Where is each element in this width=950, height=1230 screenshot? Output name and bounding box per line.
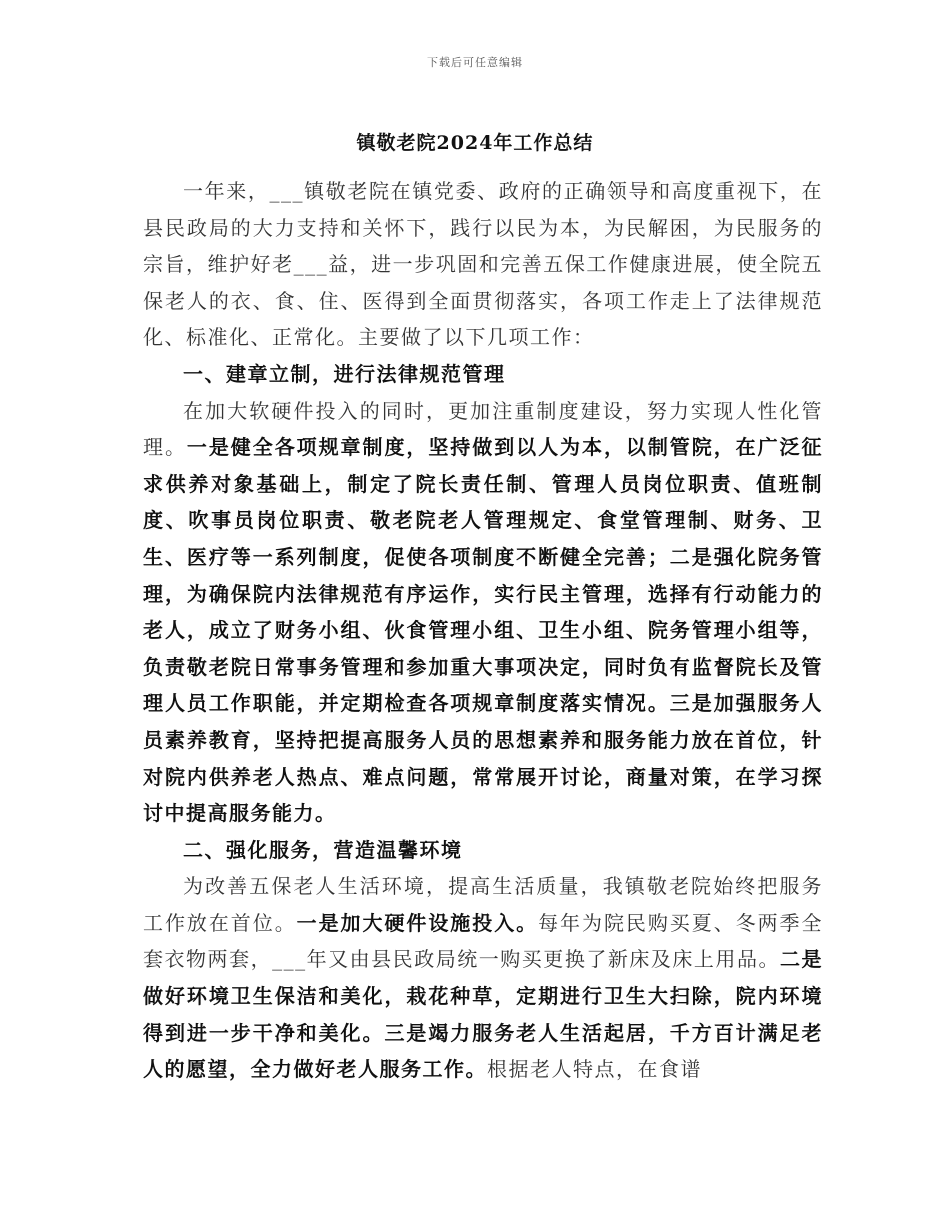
document-body	[143, 173, 823, 1088]
document-title: 镇敬老院2024年工作总结	[356, 132, 594, 154]
section-heading-2	[143, 832, 823, 869]
paragraph-bold-text: 一是健全各项规章制度，坚持做到以人为本，以制管院，在广泛征求供养对象基础上，制定了院长责任制、管理人员岗位职责、值班制度、吹事员岗位职责、敬老院老人管理规定、食堂管理制、财务、卫生、医疗等一系列制度，促使各项制度不断健全完善；二是强化院务管理，为确保院内法律规范有序运作，实行民主管理，选择有行动能力的老人，成立了财务小组、伙食管理小组、卫生小组、院务管理小组等，负责敬老院日常事务管理和参加重大事项决定，同时负有监督院长及管理人员工作职能，并定期检查各项规章制度落实情况。三是加强服务人员素养教育，坚持把提高服务人员的思想素养和服务能力放在首位，针对院内供养老人热点、难点问题，常常展开讨论，商量对策，在学习探讨中提高服务能力。	[143, 435, 824, 826]
section-heading-text: 一、建章立制，进行法律规范管理	[183, 361, 506, 386]
paragraph-bold-text: 一是加大硬件设施投入。	[296, 910, 539, 935]
paragraph-text: 每年为院民购买夏、冬两季全套衣物两套，___年又由县民政局统一购买更换了新床及床上用品。	[143, 910, 824, 972]
paragraph-text: 根据老人特点，在食谱	[487, 1057, 702, 1082]
section-heading-1	[143, 356, 823, 393]
paragraph-text: 为改善五保老人生活环境，提高生活质量，我镇敬老院始终把服务工作放在首位。	[143, 874, 823, 935]
section-heading-text: 二、强化服务，营造温馨环境	[183, 837, 463, 862]
paragraph-text: 一年来，___镇敬老院在镇党委、政府的正确领导和高度重视下，在县民政局的大力支持和关怀下，践行以民为本，为民解困，为民服务的宗旨，维护好老___益，进一步巩固和完善五保工作健康进展，使全院五保老人的衣、食、住、医得到全面贯彻落实，各项工作走上了法律规范化、标准化、正常化。主要做了以下几项工作：	[143, 179, 823, 350]
paragraph-intro	[143, 173, 823, 356]
header-note: 下载后可任意编辑	[427, 56, 523, 69]
paragraph-text: 在加大软硬件投入的同时，更加注重制度建设，努力实现人性化管理。	[143, 398, 823, 460]
paragraph-section-1	[143, 393, 823, 832]
paragraph-bold-text: 二是做好环境卫生保洁和美化，栽花种草，定期进行卫生大扫除，院内环境得到进一步干净和美化。三是竭力服务老人生活起居，千方百计满足老人的愿望，全力做好老人服务工作。	[143, 947, 824, 1082]
paragraph-section-2	[143, 868, 823, 1088]
